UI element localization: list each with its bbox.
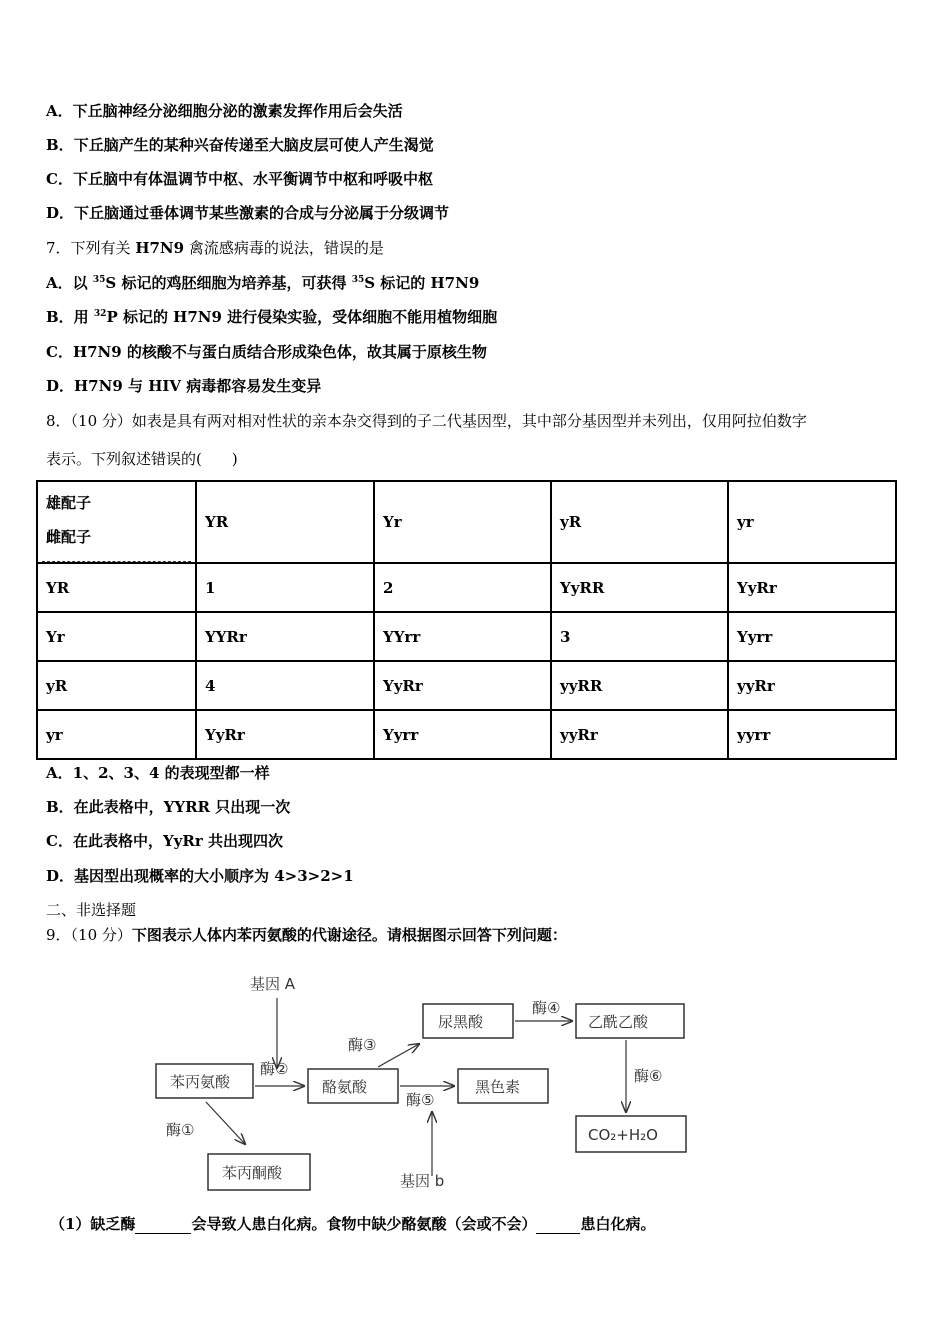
table-cell: Yyrr (728, 612, 896, 661)
q8-option-a: A．1、2、3、4 的表现型都一样 (46, 764, 270, 782)
table-row (37, 710, 896, 759)
table-cell: 2 (374, 563, 551, 612)
header-cell: yr (728, 481, 896, 563)
q6-option-a: A．下丘脑神经分泌细胞分泌的激素发挥作用后会失活 (46, 102, 403, 120)
table-cell: YyRr (374, 661, 551, 710)
row-label: Yr (37, 612, 196, 661)
table-cell: YyRR (551, 563, 728, 612)
q6-option-c: C．下丘脑中有体温调节中枢、水平衡调节中枢和呼吸中枢 (46, 170, 433, 188)
header-cell: yR (551, 481, 728, 563)
table-header-row (37, 481, 896, 563)
melanin-label: 黑色素 (475, 1078, 521, 1096)
q6-option-d: D．下丘脑通过垂体调节某些激素的合成与分泌属于分级调节 (46, 204, 450, 222)
arrow-phe-to-ppa (206, 1102, 245, 1144)
table-cell: 1 (196, 563, 374, 612)
arrow-tyr-to-hga (378, 1044, 419, 1067)
tyrosine-label: 酪氨酸 (322, 1078, 368, 1096)
table-cell: YyRr (196, 710, 374, 759)
genotype-table (36, 480, 897, 760)
enzyme-2-label: 酶② (260, 1060, 289, 1078)
header-cell: Yr (374, 481, 551, 563)
table-cell: yyRr (551, 710, 728, 759)
table-cell: YYRr (196, 612, 374, 661)
gene-a-label: 基因 A (250, 975, 296, 993)
enzyme-5-label: 酶⑤ (406, 1091, 435, 1109)
metabolism-diagram (150, 968, 710, 1198)
row-label: yr (37, 710, 196, 759)
table-row (37, 661, 896, 710)
phenylpyruvic-acid-label: 苯丙酮酸 (222, 1164, 283, 1182)
row-label: yR (37, 661, 196, 710)
table-row (37, 563, 896, 612)
gene-b-label: 基因 b (400, 1172, 445, 1190)
header-cell: YR (196, 481, 374, 563)
table-cell: YYrr (374, 612, 551, 661)
q8-stem-line1: 8．（10 分）如表是具有两对相对性状的亲本杂交得到的子二代基因型，其中部分基因型并未列出，仅用阿拉伯数字 (46, 412, 807, 430)
q7-option-d: D．H7N9 与 HIV 病毒都容易发生变异 (46, 377, 322, 395)
table-cell: yyRr (728, 661, 896, 710)
enzyme-4-label: 酶④ (532, 999, 561, 1017)
answer-blank-2[interactable] (536, 1215, 580, 1234)
female-gamete-label: 雌配子 (46, 528, 92, 546)
table-cell: Yyrr (374, 710, 551, 759)
acetoacetic-acid-label: 乙酰乙酸 (588, 1013, 649, 1031)
q8-option-b: B．在此表格中，YYRR 只出现一次 (46, 798, 291, 816)
homogentisic-acid-label: 尿黑酸 (438, 1013, 484, 1031)
enzyme-6-label: 酶⑥ (634, 1067, 663, 1085)
corner-divider (42, 561, 191, 562)
table-cell: 4 (196, 661, 374, 710)
table-cell: YyRr (728, 563, 896, 612)
table-row (37, 612, 896, 661)
answer-blank-1[interactable] (135, 1215, 191, 1234)
enzyme-3-label: 酶③ (348, 1036, 377, 1054)
q8-stem-line2: 表示。下列叙述错误的( ) (46, 450, 238, 468)
q9-stem: 9．（10 分）下图表示人体内苯丙氨酸的代谢途径。请根据图示回答下列问题： (46, 926, 567, 944)
q9-sub-question-1: （1）缺乏酶 会导致人患白化病。食物中缺少酪氨酸（会或不会） 患白化病。 (50, 1215, 656, 1233)
table-cell: yyrr (728, 710, 896, 759)
q7-stem: 7．下列有关 H7N9 禽流感病毒的说法，错误的是 (46, 239, 384, 257)
row-label: YR (37, 563, 196, 612)
q8-option-c: C．在此表格中，YyRr 共出现四次 (46, 832, 283, 850)
table-cell: yyRR (551, 661, 728, 710)
section-title: 二、非选择题 (46, 901, 137, 919)
male-gamete-label: 雄配子 (46, 494, 92, 512)
table-cell: 3 (551, 612, 728, 661)
q7-option-a: A．以 $^{35}$S 标记的鸡胚细胞为培养基，可获得 $^{35}$S 标记的 H7N9 (46, 274, 480, 292)
q6-option-b: B．下丘脑产生的某种兴奋传递至大脑皮层可使人产生渴觉 (46, 136, 434, 154)
table-corner-cell (37, 481, 196, 563)
phenylalanine-label: 苯丙氨酸 (170, 1073, 231, 1091)
q7-option-b: B．用 $^{32}$P 标记的 H7N9 进行侵染实验，受体细胞不能用植物细胞 (46, 308, 498, 326)
enzyme-1-label: 酶① (166, 1121, 195, 1139)
q8-option-d: D．基因型出现概率的大小顺序为 4>3>2>1 (46, 867, 354, 885)
q7-option-c: C．H7N9 的核酸不与蛋白质结合形成染色体，故其属于原核生物 (46, 343, 487, 361)
co2-h2o-label: CO₂+H₂O (588, 1126, 658, 1144)
